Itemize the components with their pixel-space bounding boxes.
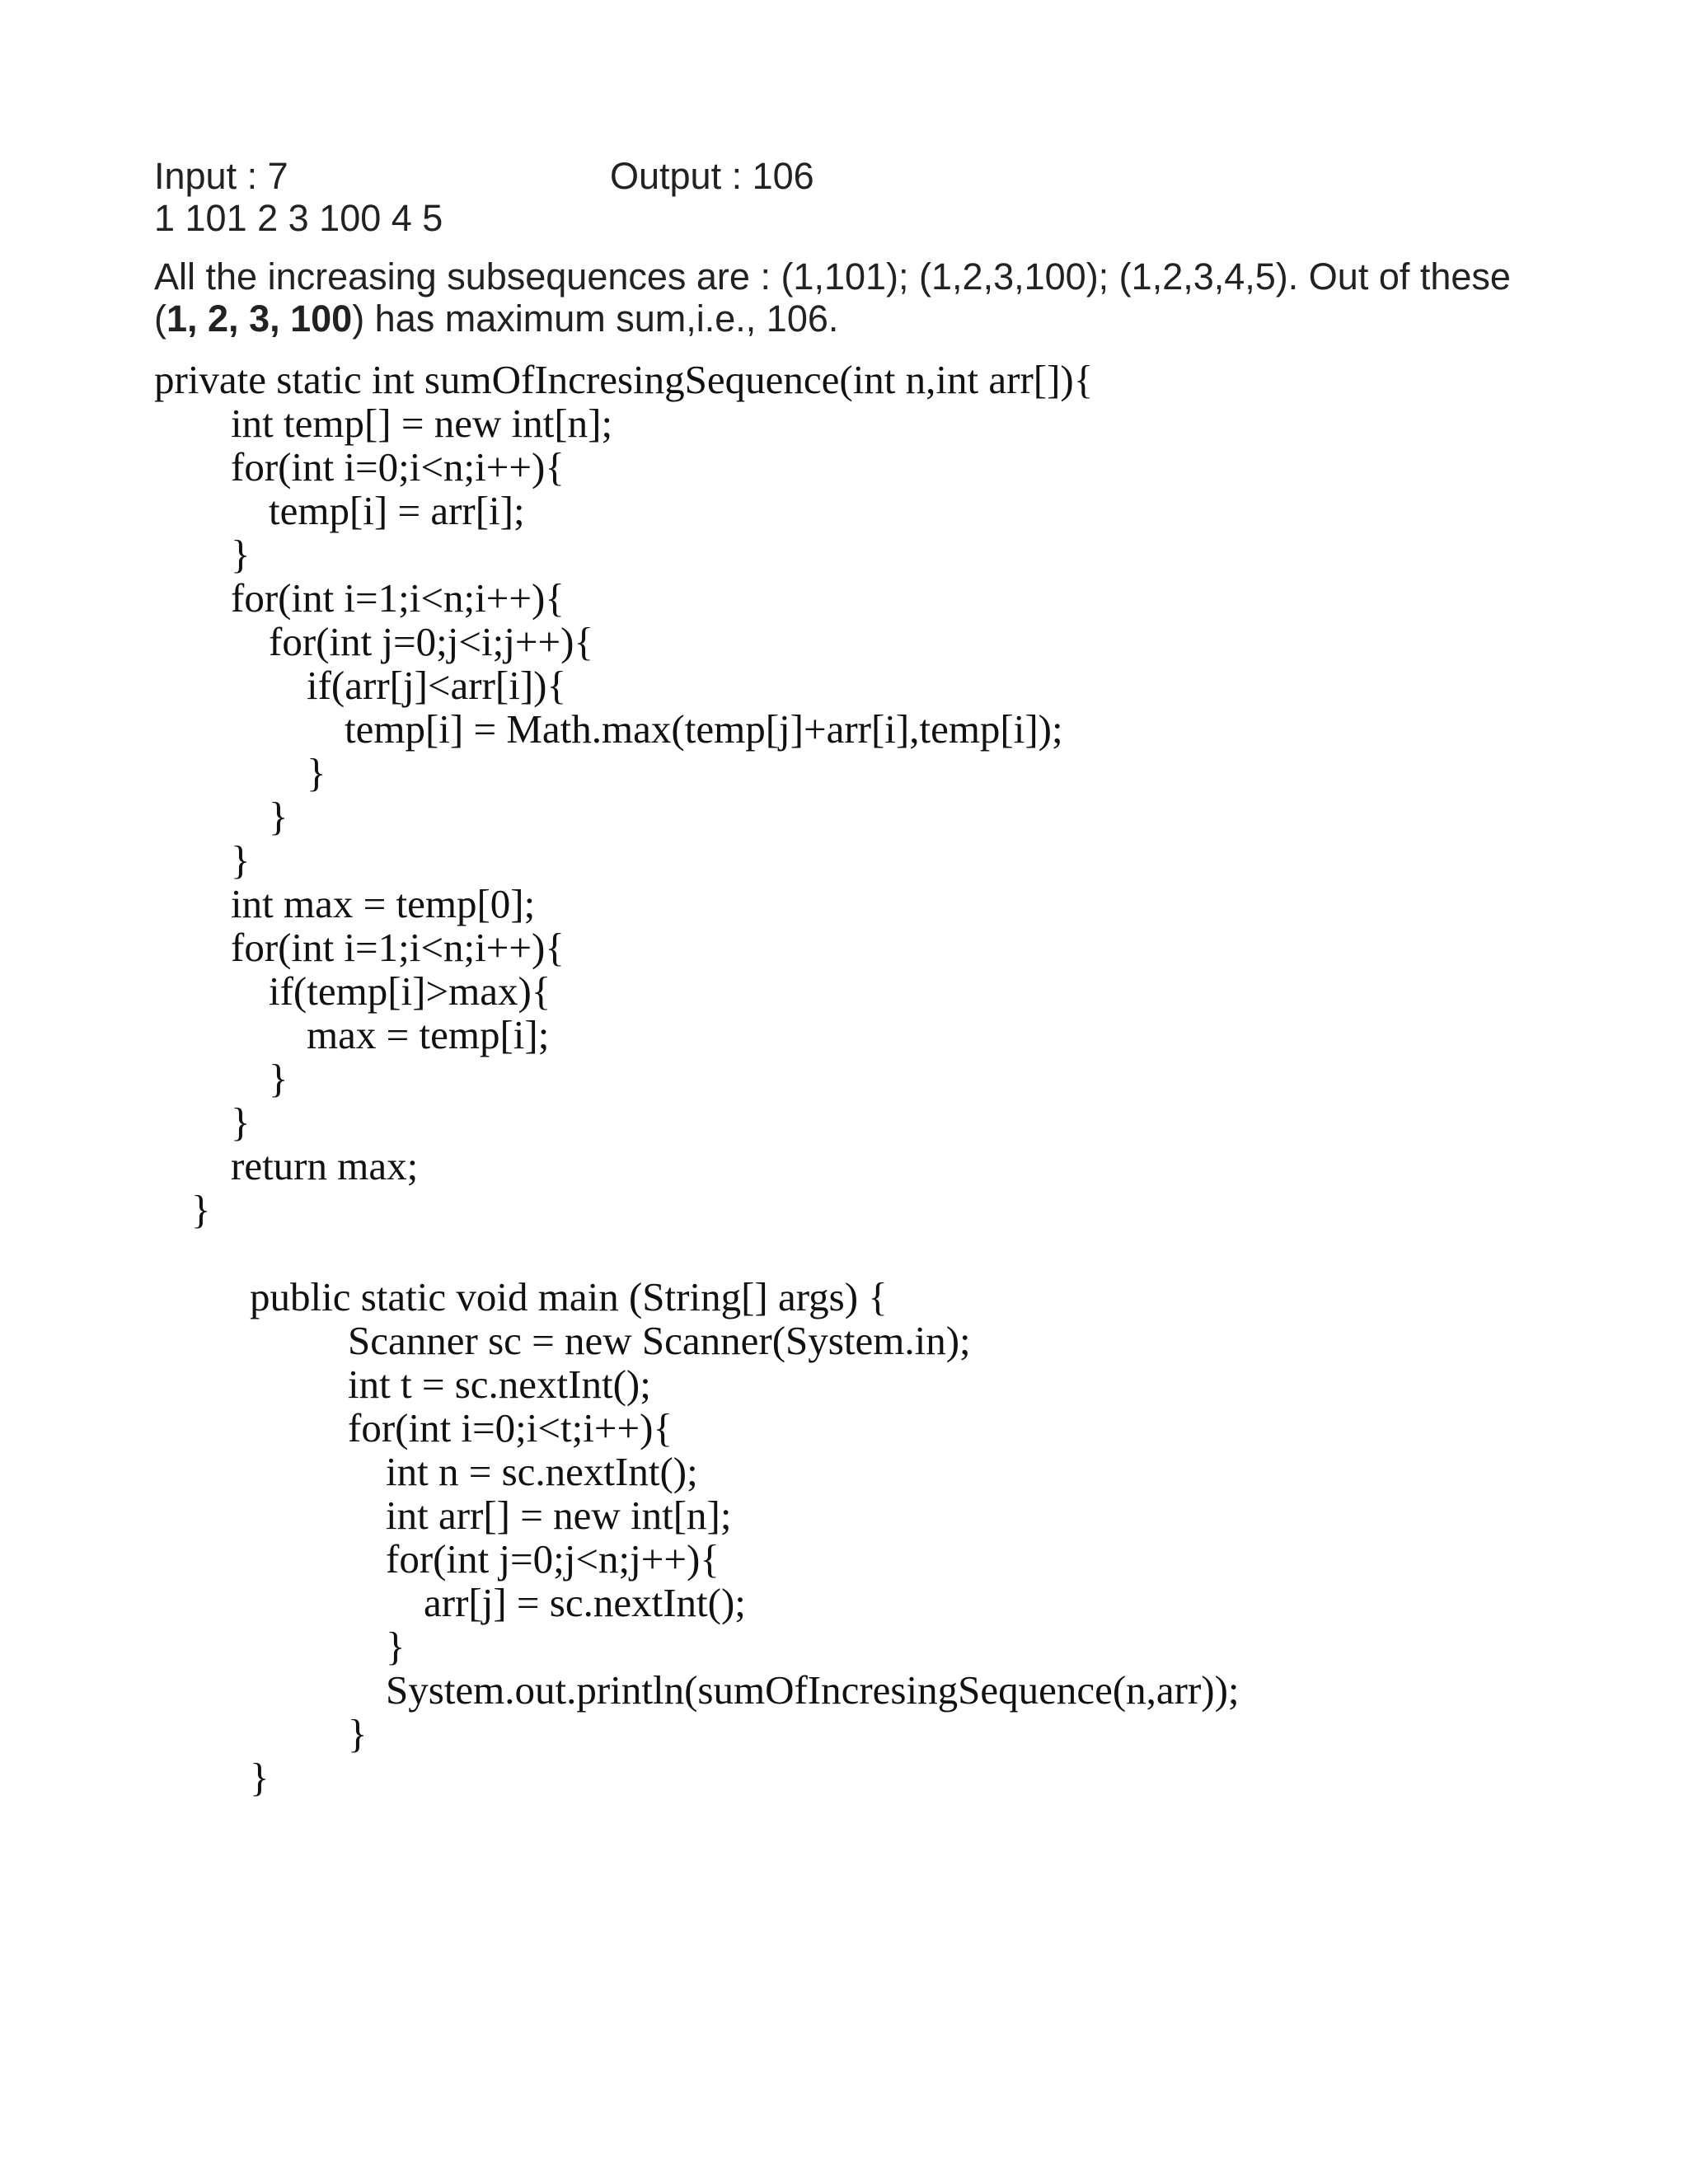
input-values: 1 101 2 3 100 4 5 xyxy=(154,197,443,239)
code-line: } xyxy=(269,794,288,839)
max-subsequence: 1, 2, 3, 100 xyxy=(166,298,353,340)
code-line: } xyxy=(191,1187,211,1232)
code-line: } xyxy=(231,1099,251,1145)
code-line: if(temp[i]>max){ xyxy=(269,968,551,1014)
code-line: temp[i] = arr[i]; xyxy=(269,488,525,533)
code-line: } xyxy=(307,750,326,795)
code-line: for(int j=0;j<n;j++){ xyxy=(386,1536,720,1582)
code-line: int n = sc.nextInt(); xyxy=(386,1449,698,1494)
code-line: private static int sumOfIncresingSequence(int n,int arr[]){ xyxy=(154,357,1094,402)
code-line: return max; xyxy=(231,1143,419,1188)
code-line: arr[j] = sc.nextInt(); xyxy=(424,1580,746,1625)
code-line: if(arr[j]<arr[i]){ xyxy=(307,663,566,708)
code-line: for(int i=0;i<t;i++){ xyxy=(348,1405,673,1451)
code-line: } xyxy=(231,532,251,577)
code-line: } xyxy=(269,1056,288,1101)
code-line: int temp[] = new int[n]; xyxy=(231,401,613,446)
code-line: for(int j=0;j<i;j++){ xyxy=(269,619,593,664)
code-line: public static void main (String[] args) { xyxy=(250,1274,888,1319)
code-line: for(int i=1;i<n;i++){ xyxy=(231,575,565,621)
main-code-block xyxy=(0,917,1688,1800)
code-line: } xyxy=(386,1624,406,1669)
explanation-line-1: All the increasing subsequences are : (1,101); (1,2,3,100); (1,2,3,4,5). Out of these xyxy=(154,255,1511,298)
code-line: System.out.println(sumOfIncresingSequence(n,arr)); xyxy=(386,1667,1240,1713)
code-line: } xyxy=(250,1755,270,1800)
code-line: Scanner sc = new Scanner(System.in); xyxy=(348,1318,971,1363)
output-label: Output : 106 xyxy=(610,155,814,197)
code-line: } xyxy=(231,837,251,883)
explanation-line-2: (1, 2, 3, 100) has maximum sum,i.e., 106. xyxy=(154,298,839,340)
code-line: for(int i=1;i<n;i++){ xyxy=(231,925,565,970)
code-line: int max = temp[0]; xyxy=(231,881,536,926)
code-line: int arr[] = new int[n]; xyxy=(386,1493,732,1538)
input-label: Input : 7 xyxy=(154,155,288,197)
code-line: temp[i] = Math.max(temp[j]+arr[i],temp[i]); xyxy=(345,706,1063,752)
code-line: int t = sc.nextInt(); xyxy=(348,1361,651,1407)
code-line: } xyxy=(348,1711,368,1756)
code-line: max = temp[i]; xyxy=(307,1012,550,1057)
code-line: for(int i=0;i<n;i++){ xyxy=(231,444,565,490)
